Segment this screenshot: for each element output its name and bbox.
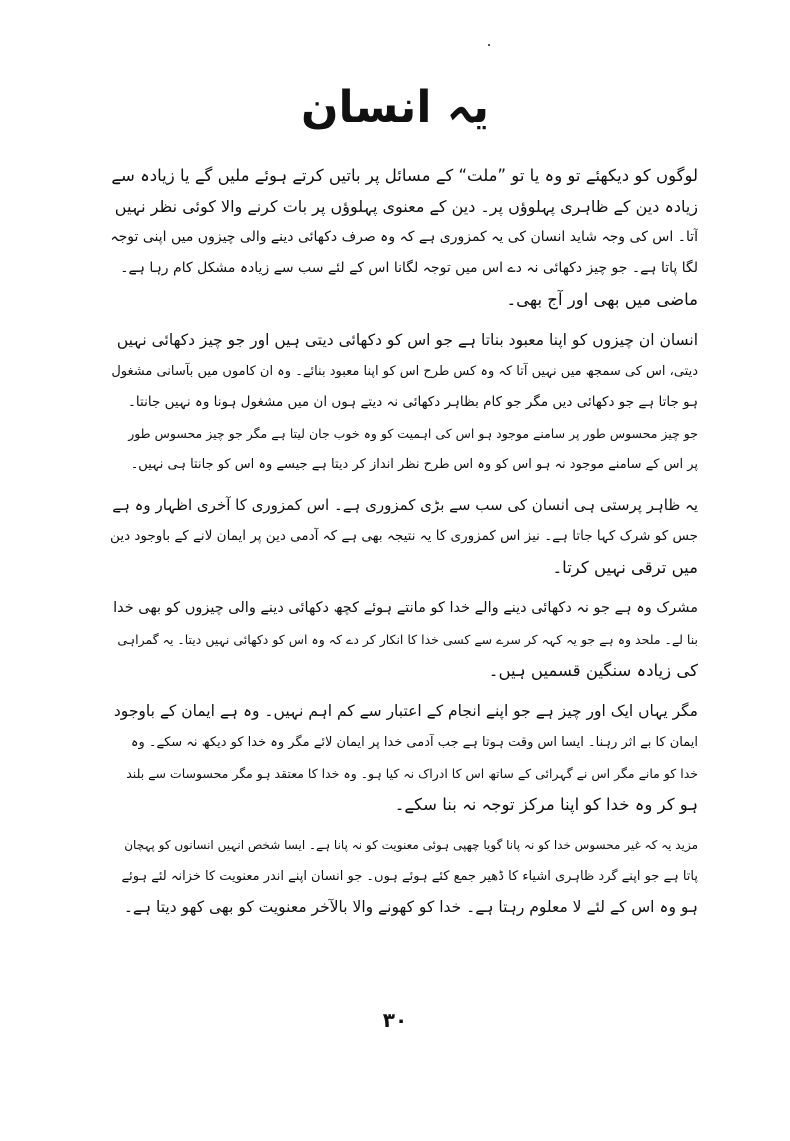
text-line: کی زیادہ سنگین قسمیں ہیں۔ [488, 661, 698, 680]
paragraph-3 [110, 490, 698, 583]
body-text [110, 160, 698, 933]
text-line: دیتی، اس کی سمجھ میں نہیں آتا کہ وہ کس طرح اس کو اپنا معبود بنائے۔ وہ ان کاموں میں بآسانی مشغول [111, 364, 698, 379]
page-title: یہ انسان [300, 82, 490, 133]
page-number: ۳۰ [382, 1008, 408, 1032]
text-line: میں ترقی نہیں کرتا۔ [552, 558, 698, 577]
text-line: لوگوں کو دیکھئے تو وہ یا تو ”ملت“ کے مسائل پر باتیں کرتے ہوئے ملیں گے یا زیادہ سے [111, 166, 698, 185]
text-line: آتا۔ اس کی وجہ شاید انسان کی یہ کمزوری ہے کہ وہ صرف دکھائی دینے والی چیزوں میں اپنی توجہ [110, 229, 698, 245]
text-line: زیادہ دین کے ظاہری پہلوؤں پر۔ دین کے معنوی پہلوؤں پر بات کرنے والا کوئی نظر نہیں [114, 197, 698, 216]
text-line: ہو وہ اس کے لئے لا معلوم رہتا ہے۔ خدا کو کھونے والا بالآخر معنویت کو بھی کھو دیتا ہے۔ [123, 898, 698, 916]
text-line: پاتا ہے جو اپنے گرد ظاہری اشیاء کا ڈھیر جمع کئے ہوئے ہوں۔ جو انسان اپنے اندر معنویت کا خزانہ لئے ہوئے [121, 869, 698, 884]
text-line: مگر یہاں ایک اور چیز ہے جو اپنے انجام کے اعتبار سے کم اہم نہیں۔ وہ ہے ایمان کے باوجود [113, 702, 698, 720]
paragraph-2 [110, 325, 698, 480]
text-line: بنا لے۔ ملحد وہ ہے جو یہ کہہ کر سرے سے کسی خدا کا انکار کر دے کہ وہ اس کو دکھائی نہیں دیتا۔ یہ گمراہی [117, 632, 698, 647]
text-line: مزید یہ کہ غیر محسوس خدا کو نہ پانا گویا چھپی ہوئی معنویت کو نہ پانا ہے۔ ایسا شخص انہیں انسانوں کو پہچان [124, 838, 698, 852]
paragraph-4 [110, 593, 698, 686]
text-line: جس کو شرک کہا جاتا ہے۔ نیز اس کمزوری کا یہ نتیجہ بھی ہے کہ آدمی دین پر ایمان لانے کے باوجود دین [110, 528, 698, 544]
text-line: ہو کر وہ خدا کو اپنا مرکز توجہ نہ بنا سکے۔ [394, 795, 698, 814]
text-line: انسان ان چیزوں کو اپنا معبود بناتا ہے جو اس کو دکھائی دیتی ہیں اور جو چیز دکھائی نہیں [116, 331, 698, 349]
text-line: ہو جاتا ہے جو دکھائی دیں مگر جو کام بظاہر دکھائی نہ دیتے ہوں ان میں مشغول ہونا وہ نہیں جانتا۔ [128, 394, 698, 410]
paragraph-5 [110, 696, 698, 820]
text-line: جو چیز محسوس طور پر سامنے موجود ہو اس کی اہمیت کو وہ خوب جان لیتا ہے مگر جو چیز محسوس طور [128, 426, 698, 441]
text-line: ایمان کا بے اثر رہنا۔ ایسا اس وقت ہوتا ہے جب آدمی خدا پر ایمان لائے مگر وہ خدا کو دیکھ نہ سکے۔ وہ [130, 735, 698, 750]
text-line: پر اس کے سامنے موجود نہ ہو اس کو وہ اس طرح نظر انداز کر دیتا ہے جیسے وہ اس کو جانتا ہی نہیں۔ [130, 457, 698, 472]
paragraph-6 [110, 830, 698, 923]
text-line: خدا کو مانے مگر اس نے گہرائی کے ساتھ اس کا ادراک نہ کیا ہو۔ وہ خدا کا معتقد ہو مگر محسوسات سے بلند [126, 766, 698, 781]
text-line: لگا پاتا ہے۔ جو چیز دکھائی نہ دے اس میں توجہ لگانا اس کے لئے سب سے زیادہ مشکل کام رہا ہے۔ [120, 260, 698, 276]
text-line: ماضی میں بھی اور آج بھی۔ [506, 290, 698, 309]
text-line: مشرک وہ ہے جو نہ دکھائی دینے والے خدا کو مانتے ہوئے کچھ دکھائی دینے والی چیزوں کو بھی خدا [113, 600, 698, 616]
paragraph-1 [110, 160, 698, 315]
speck-mark [488, 44, 490, 46]
text-line: یہ ظاہر پرستی ہی انسان کی سب سے بڑی کمزوری ہے۔ اس کمزوری کا آخری اظہار وہ ہے [112, 496, 698, 514]
